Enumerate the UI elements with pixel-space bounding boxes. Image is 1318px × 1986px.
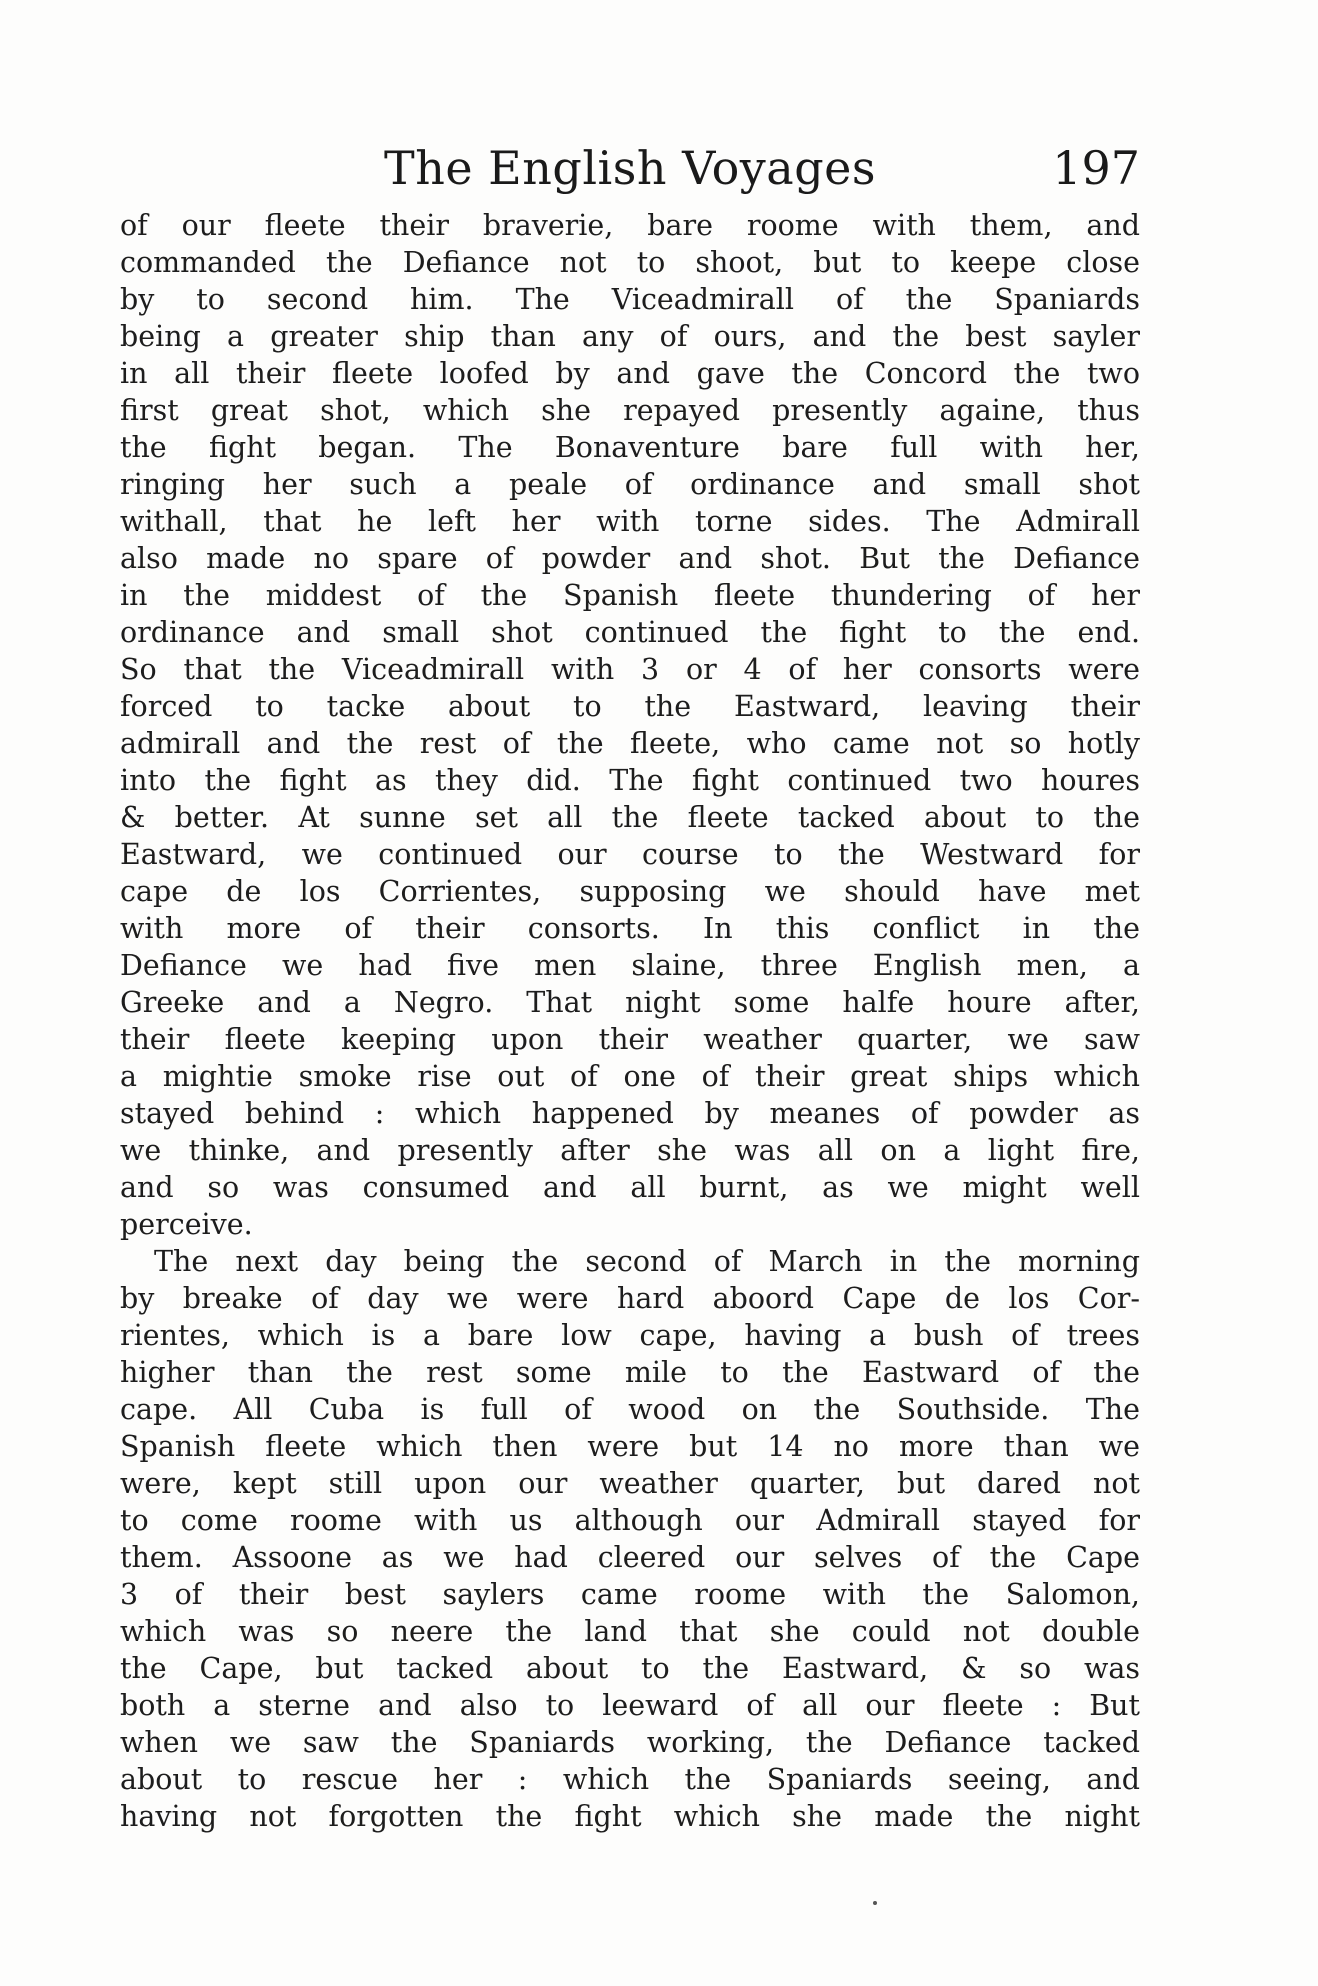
body-text bbox=[120, 207, 1140, 1835]
text-line: rientes, which is a bare low cape, having a bush of trees bbox=[120, 1319, 1140, 1352]
text-line: higher than the rest some mile to the Eastward of the bbox=[120, 1356, 1140, 1389]
text-line: The next day being the second of March in the morning bbox=[154, 1245, 1140, 1278]
text-line: Defiance we had five men slaine, three English men, a bbox=[120, 949, 1140, 982]
text-line: their fleete keeping upon their weather quarter, we saw bbox=[120, 1023, 1140, 1056]
text-line: 3 of their best saylers came roome with the Salomon, bbox=[120, 1578, 1140, 1611]
text-line: being a greater ship than any of ours, and the best sayler bbox=[120, 320, 1140, 353]
text-line: ringing her such a peale of ordinance and small shot bbox=[120, 468, 1140, 501]
text-line: were, kept still upon our weather quarter, but dared not bbox=[120, 1467, 1140, 1500]
text-line: we thinke, and presently after she was all on a light fire, bbox=[120, 1134, 1140, 1167]
print-speck bbox=[873, 1901, 877, 1905]
text-line: and so was consumed and all burnt, as we might well bbox=[120, 1171, 1140, 1204]
text-line: forced to tacke about to the Eastward, leaving their bbox=[120, 690, 1140, 723]
text-line: Greeke and a Negro. That night some halfe houre after, bbox=[120, 986, 1140, 1019]
text-line: a mightie smoke rise out of one of their great ships which bbox=[120, 1060, 1140, 1093]
text-line: cape de los Corrientes, supposing we should have met bbox=[120, 875, 1140, 908]
text-line: perceive. bbox=[120, 1208, 253, 1241]
text-line: cape. All Cuba is full of wood on the Southside. The bbox=[120, 1393, 1140, 1426]
text-line: stayed behind : which happened by meanes of powder as bbox=[120, 1097, 1140, 1130]
text-line: both a sterne and also to leeward of all our fleete : But bbox=[120, 1689, 1140, 1722]
text-line: Eastward, we continued our course to the Westward for bbox=[120, 838, 1140, 871]
text-line: having not forgotten the fight which she made the night bbox=[120, 1800, 1140, 1833]
text-line: the fight began. The Bonaventure bare full with her, bbox=[120, 431, 1140, 464]
text-line: of our fleete their braverie, bare roome with them, and bbox=[120, 209, 1140, 242]
text-line: the Cape, but tacked about to the Eastward, & so was bbox=[120, 1652, 1140, 1685]
text-line: by breake of day we were hard aboord Cape de los Cor- bbox=[120, 1282, 1140, 1315]
text-line: & better. At sunne set all the fleete tacked about to the bbox=[120, 801, 1140, 834]
text-line: commanded the Defiance not to shoot, but to keepe close bbox=[120, 246, 1140, 279]
text-line: them. Assoone as we had cleered our selves of the Cape bbox=[120, 1541, 1140, 1574]
running-title: The English Voyages bbox=[384, 141, 876, 195]
text-line: in the middest of the Spanish fleete thundering of her bbox=[120, 579, 1140, 612]
text-line: So that the Viceadmirall with 3 or 4 of her consorts were bbox=[120, 653, 1140, 686]
text-line: withall, that he left her with torne sides. The Admirall bbox=[120, 505, 1140, 538]
text-line: admirall and the rest of the fleete, who came not so hotly bbox=[120, 727, 1140, 760]
text-line: into the fight as they did. The fight continued two houres bbox=[120, 764, 1140, 797]
text-line: also made no spare of powder and shot. But the Defiance bbox=[120, 542, 1140, 575]
text-line: Spanish fleete which then were but 14 no more than we bbox=[120, 1430, 1140, 1463]
text-line: first great shot, which she repayed presently againe, thus bbox=[120, 394, 1140, 427]
text-line: when we saw the Spaniards working, the Defiance tacked bbox=[120, 1726, 1140, 1759]
text-line: by to second him. The Viceadmirall of the Spaniards bbox=[120, 283, 1140, 316]
page-number: 197 bbox=[1052, 141, 1140, 195]
running-head bbox=[120, 140, 1140, 200]
text-line: ordinance and small shot continued the fight to the end. bbox=[120, 616, 1140, 649]
text-line: which was so neere the land that she could not double bbox=[120, 1615, 1140, 1648]
text-line: with more of their consorts. In this conflict in the bbox=[120, 912, 1140, 945]
text-line: in all their fleete loofed by and gave the Concord the two bbox=[120, 357, 1140, 390]
text-line: to come roome with us although our Admirall stayed for bbox=[120, 1504, 1140, 1537]
text-line: about to rescue her : which the Spaniards seeing, and bbox=[120, 1763, 1140, 1796]
